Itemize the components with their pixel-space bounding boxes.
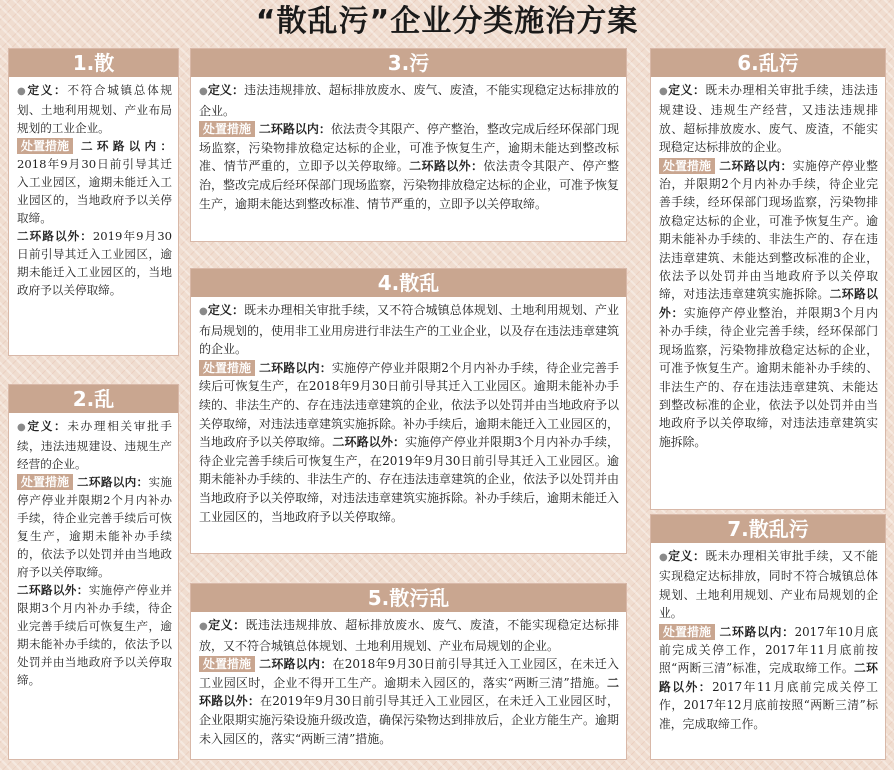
definition-text: 不符合城镇总体规划、土地利用规划、产业布局规划的工业企业。 xyxy=(17,83,172,135)
card-body xyxy=(191,77,626,217)
measures-tag: 处置措施 xyxy=(199,656,255,672)
outside-text: 实施停产停业并限期3个月内补办手续，待企业完善手续后可恢复生产，在2019年9月30日前引导其迁入工业园区。逾期未能补办手续的、非法生产的、存在违法违章建筑的企业，依法予以处罚并由当地政府予以关停取缔，对违法违章建筑实施拆除。补办手续后，逾期未能迁入工业园区的，当地政府予以关停取缔。 xyxy=(199,435,620,524)
page-title: “散乱污”企业分类施治方案 xyxy=(255,4,639,39)
definition-label: 定义： xyxy=(27,419,68,433)
card-heading: 6.乱污 xyxy=(651,49,885,77)
card-sanwuluan xyxy=(190,583,627,760)
card-san xyxy=(8,48,179,356)
card-wu xyxy=(190,48,627,242)
outside-label: 二环路以外： xyxy=(199,675,619,709)
definition-text: 未办理相关审批手续，违法违规建设、违规生产经营的企业。 xyxy=(17,419,172,471)
card-sanluanwu xyxy=(650,514,886,760)
definition-text: 既违法违规排放、超标排放废水、废气、废渣，不能实现稳定达标排放，又不符合城镇总体规划、土地利用规划、产业布局规划的企业。 xyxy=(199,618,619,653)
measures-tag: 处置措施 xyxy=(17,474,73,490)
outside-label: 二环路以外： xyxy=(659,287,878,320)
inside-text: 2017年10月底前完成关停工作，2017年11月底前按照“两断三清”标准，完成取缔工作。 xyxy=(659,624,878,676)
inside-text: 2018年9月30日前引导其迁入工业园区，逾期未能迁入工业园区的，当地政府予以关停取缔。 xyxy=(17,157,172,225)
outside-text: 在2019年9月30日前引导其迁入工业园区，在未迁入工业园区时，企业限期实施污染设施升级改造，确保污染物达到排放后，企业方能生产。逾期未入园区的，落实“两断三清”措施。 xyxy=(199,694,620,746)
inside-label: 二环路以内： xyxy=(719,624,795,639)
card-heading: 1.散 xyxy=(9,49,178,77)
outside-text: 依法责令其限产、停产整治，整改完成后经环保部门现场监察，污染物排放稳定达标的企业，可准予恢复生产，逾期未能达到整改标准、情节严重的，立即予以关停取缔。 xyxy=(199,159,620,211)
outside-label: 二环路以外： xyxy=(332,435,406,450)
card-luanwu xyxy=(650,48,886,510)
inside-label: 二环路以内： xyxy=(258,360,332,375)
outside-label: 二环路以外： xyxy=(17,583,89,597)
outside-text: 2019年9月30日前引导其迁入工业园区，逾期未能迁入工业园区的，当地政府予以关停取缔。 xyxy=(17,229,172,297)
definition-label: 定义： xyxy=(207,83,245,97)
inside-label: 二环路以内： xyxy=(719,158,793,173)
inside-label: 二环路以内： xyxy=(259,657,333,672)
card-body xyxy=(651,543,885,737)
outside-text: 2017年11月底前完成关停工作，2017年12月底前按照“两断三清”标准，完成取缔工作。 xyxy=(659,679,878,731)
inside-label: 二环路以内： xyxy=(77,475,149,489)
card-heading: 5.散污乱 xyxy=(191,584,626,612)
card-heading: 4.散乱 xyxy=(191,269,626,297)
outside-label: 二环路以外： xyxy=(659,661,878,694)
measures-tag: 处置措施 xyxy=(199,121,255,137)
inside-text: 实施停产停业并限期2个月内补办手续，待企业完善手续后可恢复生产，在2018年9月30日前引导其迁入工业园区。逾期未能补办手续的、非法生产的、存在违法违章建筑的企业，依法予以处罚并由当地政府予以关停取缔，对违法违章建筑实施拆除。补办手续后，逾期未能迁入工业园区的，当地政府予以关停取缔。 xyxy=(199,360,620,450)
card-body xyxy=(191,612,626,752)
definition-text: 既未办理相关审批手续，又不符合城镇总体规划、土地利用规划、产业布局规划的，使用非工业用房进行非法生产的工业企业，以及存在违法违章建筑的企业。 xyxy=(199,303,620,357)
bullet-icon: ● xyxy=(17,422,28,433)
bullet-icon: ● xyxy=(199,86,208,97)
measures-tag: 处置措施 xyxy=(199,360,255,376)
inside-text: 实施停产停业整治，并限期2个月内补办手续，待企业完善手续，经环保部门现场监察，污染物排放稳定达标的企业，可准予恢复生产。逾期未能补办手续的、非法生产的、存在违法违章建筑、未能达到整改标准的企业，依法予以处罚并由当地政府予以关停取缔，对违法违章建筑实施拆除。 xyxy=(659,158,878,302)
inside-text: 在2018年9月30日前引导其迁入工业园区，在未迁入工业园区时，企业不得开工生产。逾期未入园区的，落实“两断三清”措施。 xyxy=(199,657,619,690)
definition-label: 定义： xyxy=(207,303,245,317)
bullet-icon: ● xyxy=(659,86,669,97)
measures-tag: 处置措施 xyxy=(17,138,73,154)
inside-text: 实施停产停业并限期2个月内补办手续，待企业完善手续后可恢复生产，逾期未能补办手续的，依法予以处罚并由当地政府予以关停取缔。 xyxy=(17,475,172,579)
card-sanluan xyxy=(190,268,627,554)
card-body xyxy=(9,413,178,693)
inside-label: 二环路以内： xyxy=(81,139,172,153)
definition-text: 既未办理相关审批手续，违法违规建设、违规生产经营，又违法违规排放、超标排放废水、废气、废渣，不能实现稳定达标排放的企业。 xyxy=(659,83,878,155)
bullet-icon: ● xyxy=(659,552,669,563)
bullet-icon: ● xyxy=(17,86,28,97)
card-luan xyxy=(8,384,179,760)
definition-text: 既未办理相关审批手续，又不能实现稳定达标排放，同时不符合城镇总体规划、土地利用规划、产业布局规划的企业。 xyxy=(659,549,878,621)
definition-label: 定义： xyxy=(668,83,706,97)
card-body xyxy=(9,77,178,303)
measures-tag: 处置措施 xyxy=(659,624,715,640)
definition-label: 定义： xyxy=(668,549,706,563)
card-heading: 2.乱 xyxy=(9,385,178,413)
outside-label: 二环路以外： xyxy=(17,229,93,243)
bullet-icon: ● xyxy=(199,306,208,317)
outside-text: 实施停产停业整治，并限期3个月内补办手续，待企业完善手续，经环保部门现场监察，污染物排放稳定达标的企业，可准予恢复生产。逾期未能补办手续的、非法生产的、存在违法违章建筑、未能达到整改标准的企业，依法予以处罚并由当地政府予以关停取缔，对违法违章建筑实施拆除。 xyxy=(659,305,878,449)
inside-text: 依法责令其限产、停产整治，整改完成后经环保部门现场监察，污染物排放稳定达标的企业，可准予恢复生产，逾期未能达到整改标准、情节严重的，立即予以关停取缔。 xyxy=(199,122,619,174)
card-body xyxy=(651,77,885,455)
inside-label: 二环路以内： xyxy=(258,122,331,137)
definition-label: 定义： xyxy=(27,83,68,97)
card-heading: 7.散乱污 xyxy=(651,515,885,543)
definition-label: 定义： xyxy=(208,618,246,632)
measures-tag: 处置措施 xyxy=(659,158,715,174)
outside-label: 二环路以外： xyxy=(409,159,484,174)
definition-text: 违法违规排放、超标排放废水、废气、废渣，不能实现稳定达标排放的企业。 xyxy=(199,83,619,118)
card-heading: 3.污 xyxy=(191,49,626,77)
card-body xyxy=(191,297,626,530)
outside-text: 实施停产停业并限期3个月内补办手续，待企业完善手续后可恢复生产，逾期未能补办手续的，依法予以处罚并由当地政府予以关停取缔。 xyxy=(17,583,172,687)
bullet-icon: ● xyxy=(199,621,209,632)
